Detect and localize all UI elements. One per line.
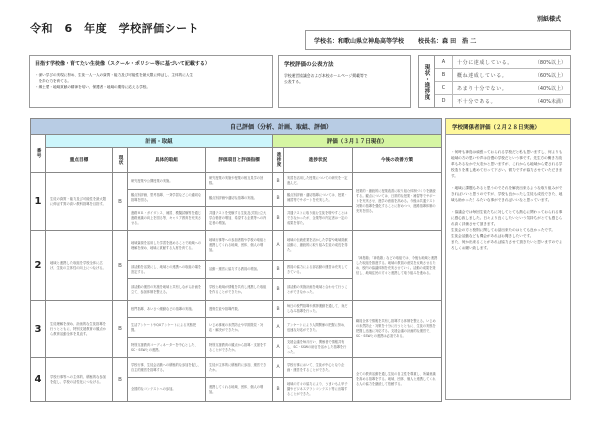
stakeholder-evaluation-box	[445, 118, 571, 400]
action-cell: 生活アンケートやQUアンケートによる実態把握。	[128, 318, 206, 338]
grade-desc: 十分に達成している。	[457, 59, 514, 66]
stakeholder-eval-body	[446, 135, 570, 251]
school-info-box	[305, 30, 571, 50]
action-cell: 研究授業や公開授業の実施。	[128, 173, 206, 190]
row-current: B	[113, 301, 128, 358]
action-cell: 観点別評価、思考指導、一斉学習などこの適切な指導を図る。	[128, 190, 206, 207]
grade-letter: B	[435, 69, 453, 81]
col-indicators: 評価項目と評価指標	[206, 148, 273, 173]
grade-pct: （60%以上）	[534, 72, 566, 79]
grade-row-c	[435, 82, 570, 95]
grade-letter: D	[435, 95, 453, 107]
row-current: B	[113, 358, 128, 402]
indicator-cell: 学校と地域が情報を共有し連携した取組を作ることができたか。	[206, 279, 273, 301]
indicator-cell: 観点別評価や適切な指導の実施。	[206, 190, 273, 207]
publication-line: 公表する。	[284, 79, 303, 84]
status-cell: 支援会議を毎月行い、関係者で情報共有し、SC・SSWの助言を活かした指導を行った。	[284, 338, 353, 358]
col-improvement: 今後の改善方策	[353, 148, 442, 173]
improvement-cell: 職員全体で情報を共有し指導する体制を整える。いじめの未然防止・対策を十分に行うとともに、生徒の実態を把握し迅速に対応する。支援会議の計画的な運営で、SC・SSWとの連携は必須である。	[353, 301, 442, 358]
row-goal: 生徒理解を深め、計画的な生徒指導を行うとともに、特別支援教育の観点から教育活動全体を見直す。	[46, 301, 113, 358]
action-cell: 特別支援教育コーディネーターを中心とした、SC・SSWとの連携。	[128, 338, 206, 358]
stakeholder-comment: ・何時も神島は頑張っておられる学校だと私も思いますし、何よりも地域の方の思いや声は自慢の学校だという事です。先生方の働き方改革もあるなかで大変かと思いますが、これからも地域から愛される学校造りを推し進めて行って下さい。微力ですが協力させていただきます。	[451, 150, 563, 178]
progress-cell: B	[273, 207, 284, 231]
indicator-cell: 遅刻生徒や指導件数。	[206, 301, 273, 318]
eval-header: 評価（３月１７日現在）	[273, 135, 442, 148]
row-current: B	[113, 173, 128, 231]
stakeholder-eval-title: 学校関係者評価（２月２８日実施）	[446, 119, 570, 135]
stakeholder-comment: また、何か出来ることがあれば協力させて頂きたいと思いますのでよろしくお願い致します。	[451, 240, 563, 250]
grade-row-d	[435, 95, 570, 107]
vision-box	[29, 55, 273, 108]
row-number: 4	[31, 358, 46, 402]
plan-header: 計画・取組	[46, 135, 273, 148]
row-number: 2	[31, 231, 46, 301]
status-cell: 観点別評価・適切指導については、授業・補習等でサポートを充実した。	[284, 190, 353, 207]
grade-legend	[418, 55, 571, 108]
grade-desc: 概ね達成している。	[457, 72, 508, 79]
row-goal: 生徒の資質・能力及び可能性を最大限に伸ばす質の高い教科指導を目指す。	[46, 173, 113, 231]
improvement-cell: 授業的・継続的に授業改善に取り組む体制づくりを継続する。観点については、日常的な授業・補習等でサポートを充実させ、進学の意欲を高める。今後は共通テスト対策の指導を強化することに努めつつ、進路指導体制の充実を図る。	[353, 173, 442, 231]
grade-legend-label: 現状・進捗度	[419, 56, 435, 107]
action-cell: 部活動の運営の実施を地域と共有しながら計画を立て、参加体制を整える。	[128, 279, 206, 301]
indicator-cell: 研究授業の実施や授業の相互見学の回数。	[206, 173, 273, 190]
grade-letter: C	[435, 82, 453, 94]
col-status: 進捗状況	[284, 148, 353, 173]
self-evaluation-table	[30, 118, 442, 402]
row-goal: 学校行事等への主体的、積極的な参加を促し、学校の活性化につなげる。	[46, 358, 113, 402]
col-progress	[273, 148, 284, 173]
status-cell: 部活動の実施計画を地域と合わせて行うことができなかった。	[284, 279, 353, 301]
status-cell: 実習を活用した授業についての研究を一定進んだ。	[284, 173, 353, 190]
row-current: B	[113, 231, 128, 301]
vision-line: を歩む力を育てる。	[35, 79, 71, 83]
progress-cell: A	[273, 358, 284, 378]
vision-heading-note: （スクール・ポリシー等に基づいて記載する）	[105, 61, 210, 67]
indicator-cell: 活動・運営に協力する教員の増加。	[206, 261, 273, 279]
table-row	[31, 173, 442, 190]
action-cell: 進路ＨＲ・ガイダンス、補習、模擬試験等を通じ進路意識の向上を図る等、キャリア教育を充実させる。	[128, 207, 206, 231]
indicator-cell: 生徒が主体的に積極的に参加、運営できたか。	[206, 358, 273, 378]
stakeholder-comment: 生徒会の方と校則に関してお話出来たのはとても良かったです。	[451, 228, 555, 232]
indicator-cell: 地域行事等への参加者数や学校の取組と連携してくれる地域、団体、個人の増加。	[206, 231, 273, 261]
stakeholder-comment: 生徒会活動なども機会があればお聞きしたいです。	[451, 234, 534, 238]
row-number: 3	[31, 301, 46, 358]
row-number: 1	[31, 173, 46, 231]
progress-cell: A	[273, 231, 284, 261]
col-current-label: 現状	[118, 154, 123, 166]
grade-row-a	[435, 56, 570, 69]
table-row	[31, 358, 442, 378]
col-number-label: 番号	[36, 148, 41, 159]
indicator-cell: いじめ事案の未然防止や早期発見・対応・解決ができたか。	[206, 318, 273, 338]
col-current	[113, 148, 128, 173]
indicator-cell: 連携してくれる地域、団体、個人の増加。	[206, 378, 273, 402]
col-actions: 具体的取組	[128, 148, 206, 173]
improvement-cell: 「神島塾」「神島塾」などの取組では、今後も地域と連携した取組を推進する。地域の教員の意見を反映させるため、校内の協議体制を充実させていく。活動の成果を発信し、地域住民の方々と連携して取り組みを進める。	[353, 231, 442, 301]
status-cell: 地域の方々の協力により、うまいもん甲子園やビジネスプランコンテスト等に出場することができた。	[284, 378, 353, 402]
page-title: 令和 6 年度 学校評価シート	[30, 22, 200, 35]
grade-desc: 不十分である。	[457, 98, 497, 105]
action-cell: 地域資源を活用した学習を進めることで地域への理解を深め、地域に貢献する人材を育てる。	[128, 231, 206, 261]
stakeholder-comment: ・協議会では毎回生徒たちに対してとても熱心に関わっておられる事に感心致しました。日々より良くしたいという気持ちがとても感じられ高く評価させて頂きます。	[451, 210, 563, 226]
status-cell: アンケートにより人間関係の把握に努め、迅速な対応ができた。	[284, 318, 353, 338]
grade-desc: あまり十分でない。	[457, 85, 508, 92]
action-cell: 学校行事、生徒会活動への積極的な参加を促し、自主的運営を指導する。	[128, 358, 206, 378]
row-goal: 地域と連携した取組を学校全体に広げ、生徒の主体性の向上につなげる。	[46, 231, 113, 301]
action-cell: 部活動を活発にし、地域との連携への取組の場を設定する。	[128, 261, 206, 279]
vision-line: ・郷土愛・地域貢献の精神を培い、保護者・地域の期待に応える学校。	[35, 85, 150, 89]
status-cell: 学校行事において、生徒が中心となり企画・運営をすることができた。	[284, 358, 353, 378]
stakeholder-comment: ・地域に課題もあると思うのでそれを解決出来るような取り組みができればいいと思うのですが、学校も良かったし生徒も成長できた、地域も助かった！みたいな事ができればいいなと思っています。	[451, 186, 563, 202]
col-progress-label: 進捗度	[276, 152, 281, 168]
action-cell: 全国的なコンテストへの参加。	[128, 378, 206, 402]
vision-line: ・深い学びの実現に努め、生徒一人一人の資質・能力及び可能性を最大限に伸ばし、主体的に人生	[35, 73, 193, 77]
publication-method-box	[278, 55, 411, 108]
indicator-cell: 特別支援教育の観点から指導・支援をすることができたか。	[206, 338, 273, 358]
table-row	[31, 301, 442, 318]
progress-cell: B	[273, 190, 284, 207]
grade-pct: （40%以上）	[534, 85, 566, 92]
progress-cell: A	[273, 338, 284, 358]
table-row	[31, 231, 442, 261]
status-cell: 地域の伝統産業を活かした学習や地域貢献活動に、継続的に取り組み生徒の成長を得た。	[284, 231, 353, 261]
vision-heading-text: 目指す学校像・育てたい生徒像	[35, 61, 106, 67]
progress-cell: B	[273, 378, 284, 402]
improvement-cell: 全ての教育活動を通し生徒の自主性を尊重し、所属意識を高める指導をする。地域、団体、個人と連携してくれる人の協力を継続して依頼する。	[353, 358, 442, 402]
publication-line: 学校運営協議会および本校ホームページ掲載等で	[284, 73, 368, 78]
status-cell: 共通テストに取り組む生徒を増やすことはできなかったが、企業等の内定者は一定の成果を得た。	[284, 207, 353, 231]
progress-cell: A	[273, 318, 284, 338]
form-label: 別紙様式	[537, 16, 562, 23]
school-name: 学校名：和歌山県立神島高等学校	[314, 37, 405, 45]
grade-row-b	[435, 69, 570, 82]
grade-letter: A	[435, 56, 453, 68]
publication-heading: 学校評価の公表方法	[284, 62, 334, 68]
progress-cell: B	[273, 279, 284, 301]
col-number	[31, 135, 46, 173]
indicator-cell: 共通テストを受験する生徒及び国公立大学合格者の増加、希望する企業等への内定者の増加。	[206, 207, 273, 231]
status-cell: 教員の協力による部活動の運営は充実してきている。	[284, 261, 353, 279]
status-cell: 毎日の校門指導や挨拶運動を通して、身だしなみ指導を行った。	[284, 301, 353, 318]
col-goal: 重点目標	[46, 148, 113, 173]
progress-cell: B	[273, 261, 284, 279]
principal-name: 校長名：森 田 浩 二	[418, 37, 477, 45]
vision-heading	[35, 60, 267, 67]
self-eval-title: 自己評価（分析、計画、取組、評価）	[31, 119, 442, 135]
grade-pct: （40%未満）	[534, 98, 566, 105]
grade-pct: （80%以上）	[534, 59, 566, 66]
action-cell: 校門指導、あいさつ運動などの指導の実施。	[128, 301, 206, 318]
progress-cell: B	[273, 173, 284, 190]
progress-cell: B	[273, 301, 284, 318]
